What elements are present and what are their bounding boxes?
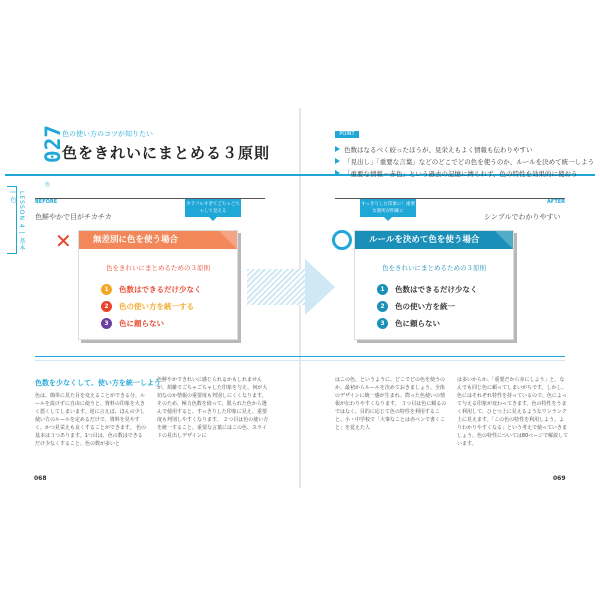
lesson-number: 027 [41, 125, 65, 163]
point-item: 「重要な情報＝赤色」という過去の記憶に縛られず、色の特性を効果的に使おう [335, 169, 585, 178]
rule-item [101, 281, 237, 298]
rule-text: 色に頼らない [119, 319, 164, 328]
number-badge: 3 [101, 318, 112, 329]
rule-item [377, 298, 513, 315]
rule-item [377, 281, 513, 298]
body-column-1: 色は、簡単に見た目を変えることができる分、ルールを設けずに自由に使うと、資料の印象を大きく悪くしてしまいます。逆に言えば、ほんの少し使い方のルールを定めるだけで、資料を見やすく、かつ見栄えも良くすることができます。 色の基本は３つあります。1つ目は、色の数はできるだけ少なくすること。色の数が多いと [35, 393, 147, 447]
number-badge: 3 [377, 318, 388, 329]
arrow-right-icon [247, 259, 335, 315]
before-speech-bubble: カラフルすぎてごちゃごちゃして見える [185, 199, 241, 217]
page-number-left: 068 [34, 475, 47, 482]
page-title: 色をきれいにまとめる３原則 [62, 144, 271, 162]
before-caption: 色鮮やかで目がチカチカ [35, 213, 112, 221]
rule-text: 色の使い方を統一する [119, 302, 194, 311]
point-item: 「見出し」「重要な言葉」などのどこでどの色を使うのか、ルールを決めて統一しよう [335, 157, 585, 166]
rule-text: 色の使い方を統一 [395, 302, 455, 311]
after-slide-card [354, 230, 514, 340]
rule-item [101, 315, 237, 332]
arrow-head [305, 259, 335, 315]
before-rule-list [101, 281, 237, 332]
topic-label: 色 [45, 182, 51, 188]
page-number-right: 069 [553, 475, 566, 482]
cross-icon: ✕ [55, 229, 72, 253]
after-card-title: ルールを決めて色を使う場合 [355, 231, 513, 249]
number-badge: 1 [101, 284, 112, 295]
after-caption: シンプルでわかりやすい [484, 213, 561, 221]
section-heading: 色数を少なくして、使い方を統一しよう [35, 379, 161, 387]
number-badge: 2 [101, 301, 112, 312]
after-rule-list [377, 281, 513, 332]
number-badge: 2 [377, 301, 388, 312]
arrow-body [247, 269, 307, 305]
category-label: 色の使い方のコツが知りたい [62, 130, 153, 138]
after-card-subtitle: 色をきれいにまとめるための３原則 [382, 264, 486, 272]
before-label: BEFORE [35, 199, 63, 206]
before-card-title: 無差別に色を使う場合 [79, 231, 237, 249]
section-divider-light [35, 360, 565, 361]
body-column-3: はこの色、というように、どこでどの色を使うのか、最初からルールを決めておきましょう。全体のデザインに統一感が生まれ、際った色使いの情報が伝わりやすくなります。 ３つ目は色に頼るのではなく、目的に応じて色の特性を利用すること。小・中学校で「大事なことは赤ペンで書くこと」を覚えた人 [335, 377, 447, 431]
body-column-2: 色鮮やかできれいに感じられるかもしれませんが、煩雑でごちゃごちゃした印象を与え、何が大切なのか情報の重要度も判別しにくくなります。そのため、極力色数を絞って、限られた色から選んで使用すると、すっきりした印象に見え、重要度も判別しやすくなります。 ２つ目は色の使い方を統一すること。重要な言葉にはこの色、スライドの見出しデザインに [157, 377, 269, 439]
after-speech-bubble: すっきりした印象に！重要な箇所が明確に [360, 199, 416, 217]
body-column-4: は多いからか、「重要だから赤にしよう」と、なんでも同じ色に頼ってしまいがちです。しかし、色にはそれぞれ特性を持っているので、色によって与える印象が変わってきます。色の特性をうまく利用して、ひとつ上に見えるようなワンランク上に見えます。「この色の特性を利用しよう。よりわかりやすくなる」という考えで使っていきましょう。色の特性については80ページで解説しています。 [457, 377, 569, 447]
rule-text: 色に頼らない [395, 319, 440, 328]
before-card-subtitle: 色をきれいにまとめるための３原則 [106, 264, 210, 272]
section-divider [35, 356, 565, 357]
point-item: 色数はなるべく絞ったほうが、見栄えもよく情報も伝わりやすい [335, 145, 585, 154]
lesson-tab: LESSON 4 | 基本 | 色 [7, 186, 17, 254]
point-list [335, 142, 595, 181]
rule-text: 色数はできるだけ少なく [119, 285, 202, 294]
before-slide-card [78, 230, 238, 340]
number-badge: 1 [377, 284, 388, 295]
rule-item [101, 298, 237, 315]
rule-item [377, 315, 513, 332]
after-label: AFTER [537, 199, 565, 206]
point-badge: POINT [335, 131, 359, 138]
circle-check-icon [332, 230, 352, 250]
rule-text: 色数はできるだけ少なく [395, 285, 478, 294]
